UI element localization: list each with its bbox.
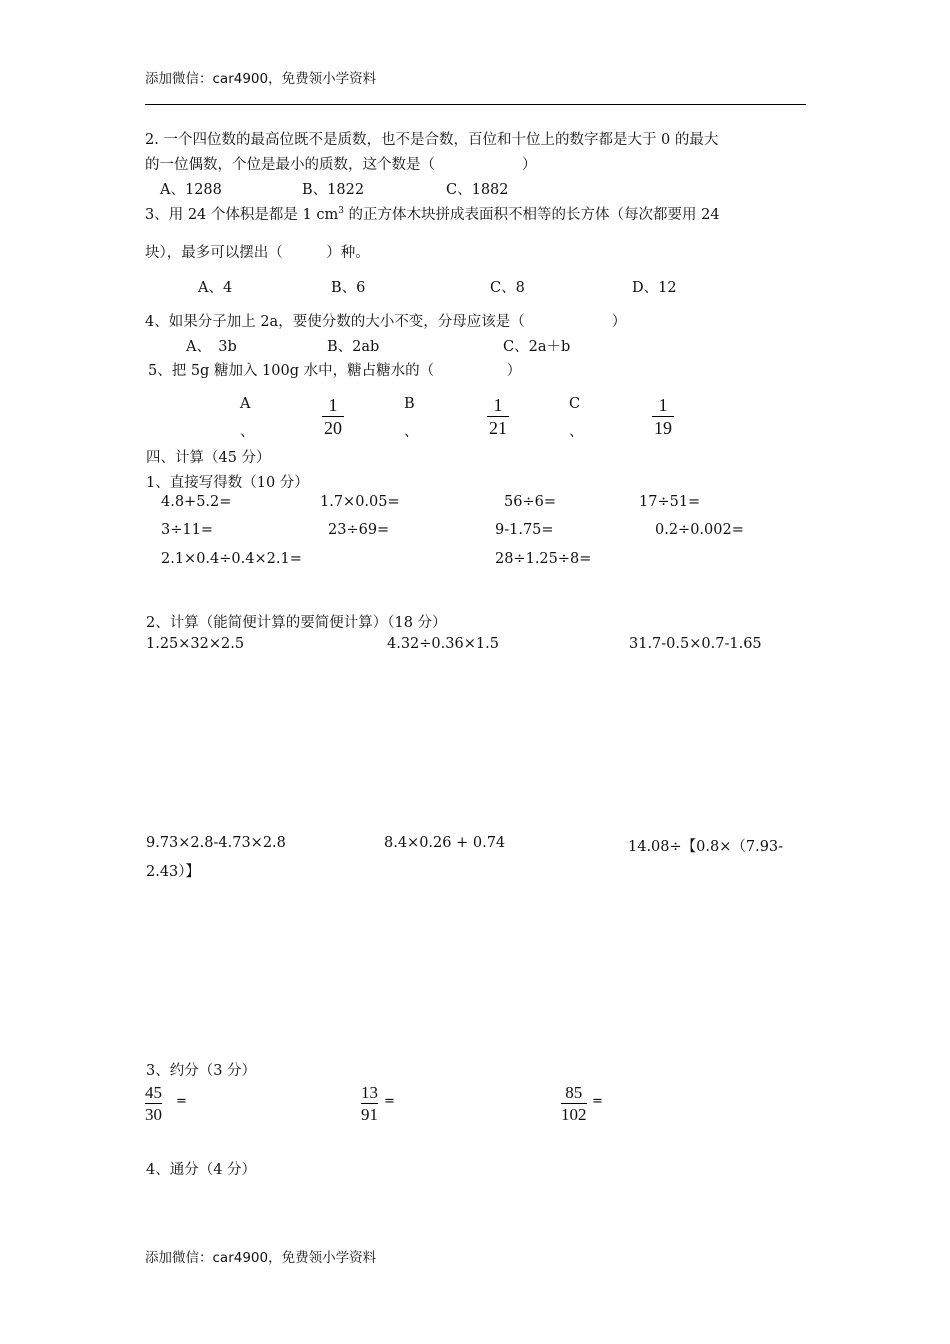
q4-option-c: C、2a＋b bbox=[503, 339, 571, 355]
q5-option-a-letter: A bbox=[240, 396, 251, 412]
section4-title: 四、计算（45 分） bbox=[146, 450, 271, 466]
part1-r2-c4: 0.2÷0.002= bbox=[655, 522, 744, 538]
fraction-denominator: 21 bbox=[489, 418, 507, 438]
q5-option-a-sep: 、 bbox=[240, 424, 255, 440]
q3-text-post: 的正方体木块拼成表面积不相等的长方体（每次都要用 24 bbox=[343, 207, 720, 223]
part1-r2-c3: 9-1.75= bbox=[495, 522, 554, 538]
q4-text-line1: 4、如果分子加上 2a，要使分数的大小不变，分母应该是（ ） bbox=[145, 314, 627, 330]
fraction-numerator: 1 bbox=[493, 395, 503, 415]
q5-option-b-letter: B bbox=[404, 396, 415, 412]
part3-eq-2: = bbox=[384, 1094, 395, 1109]
fraction-denominator: 102 bbox=[561, 1105, 587, 1124]
part1-r3-c1: 2.1×0.4÷0.4×2.1= bbox=[161, 551, 302, 567]
page-header: 添加微信：car4900，免费领小学资料 bbox=[145, 71, 377, 87]
fraction-numerator: 13 bbox=[361, 1083, 378, 1102]
part1-r1-c3: 56÷6= bbox=[504, 494, 556, 510]
q4-option-b: B、2ab bbox=[327, 339, 380, 355]
fraction-denominator: 91 bbox=[361, 1105, 378, 1124]
page-footer: 添加微信：car4900，免费领小学资料 bbox=[145, 1250, 377, 1266]
fraction-numerator: 85 bbox=[565, 1083, 583, 1102]
part2-r1-c1: 1.25×32×2.5 bbox=[146, 636, 245, 652]
part2-r2-c1: 9.73×2.8-4.73×2.8 bbox=[146, 835, 286, 851]
q3-text-pre: 3、用 24 个体积是都是 1 cm bbox=[145, 207, 339, 223]
part1-title: 1、直接写得数（10 分） bbox=[146, 475, 309, 491]
header-divider bbox=[145, 104, 806, 105]
part2-title: 2、计算（能简便计算的要简便计算）（18 分） bbox=[146, 615, 447, 631]
part4-title: 4、通分（4 分） bbox=[146, 1162, 257, 1178]
fraction-numerator: 1 bbox=[658, 395, 668, 415]
fraction-denominator: 20 bbox=[324, 418, 342, 438]
q2-option-b: B、1822 bbox=[302, 182, 365, 198]
part3-fraction-1 bbox=[145, 1082, 162, 1125]
q3-superscript: 3 bbox=[338, 206, 344, 217]
q3-option-c: C、8 bbox=[490, 280, 525, 296]
part1-r3-c2: 28÷1.25÷8= bbox=[495, 551, 592, 567]
q2-option-a: A、1288 bbox=[160, 182, 222, 198]
part3-eq-3: = bbox=[592, 1094, 603, 1109]
q5-option-c-sep: 、 bbox=[569, 424, 584, 440]
part1-r1-c4: 17÷51= bbox=[639, 494, 701, 510]
part1-r1-c2: 1.7×0.05= bbox=[320, 494, 400, 510]
part3-fraction-3 bbox=[561, 1082, 587, 1125]
part2-r2-c2: 8.4×0.26 + 0.74 bbox=[384, 835, 506, 851]
q5-option-a-fraction bbox=[322, 394, 344, 439]
part2-r1-c3: 31.7-0.5×0.7-1.65 bbox=[629, 636, 762, 652]
q3-option-d: D、12 bbox=[632, 280, 677, 296]
fraction-numerator: 1 bbox=[328, 395, 338, 415]
q3-text-line2: 块），最多可以摆出（ ）种。 bbox=[145, 245, 370, 261]
q2-text-line1: 2. 一个四位数的最高位既不是质数，也不是合数，百位和十位上的数字都是大于 0 的最大 bbox=[145, 132, 719, 148]
part3-fraction-2 bbox=[361, 1082, 378, 1125]
part1-r1-c1: 4.8+5.2= bbox=[161, 494, 232, 510]
fraction-denominator: 30 bbox=[145, 1105, 162, 1124]
q5-option-c-fraction bbox=[652, 394, 674, 439]
q5-option-c-letter: C bbox=[569, 396, 581, 412]
q5-option-b-fraction bbox=[487, 394, 509, 439]
part2-r1-c2: 4.32÷0.36×1.5 bbox=[387, 636, 499, 652]
q4-option-a: A、 3b bbox=[186, 339, 237, 355]
q3-text-line1 bbox=[145, 203, 720, 224]
part1-r2-c1: 3÷11= bbox=[161, 522, 213, 538]
q3-option-b: B、6 bbox=[331, 280, 366, 296]
q3-option-a: A、4 bbox=[198, 280, 233, 296]
q5-text-line1: 5、把 5g 糖加入 100g 水中，糖占糖水的（ ） bbox=[148, 363, 522, 379]
part3-eq-1: = bbox=[176, 1094, 187, 1109]
part2-r2-cont: 2.43）】 bbox=[146, 864, 201, 880]
part3-title: 3、约分（3 分） bbox=[146, 1063, 257, 1079]
part1-r2-c2: 23÷69= bbox=[328, 522, 390, 538]
fraction-numerator: 45 bbox=[145, 1083, 162, 1102]
q5-option-b-sep: 、 bbox=[404, 424, 419, 440]
fraction-denominator: 19 bbox=[654, 418, 672, 438]
q2-text-line2: 的一位偶数，个位是最小的质数，这个数是（ ） bbox=[145, 157, 537, 173]
part2-r2-c3: 14.08÷【0.8×（7.93- bbox=[628, 839, 784, 855]
q2-option-c: C、1882 bbox=[446, 182, 509, 198]
